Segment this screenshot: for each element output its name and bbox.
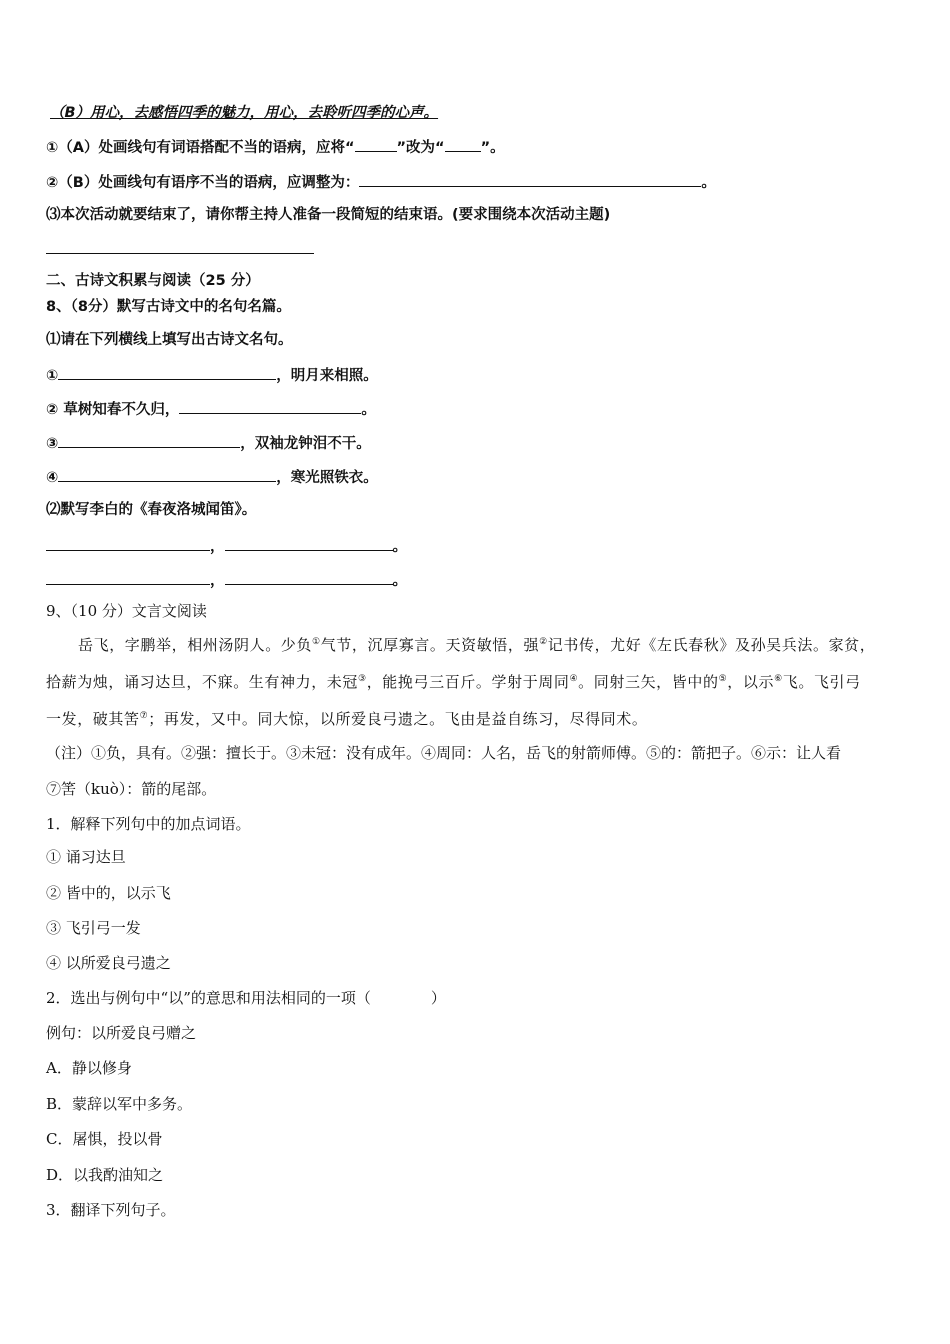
answer-blank[interactable] xyxy=(225,569,393,585)
example-sentence: 例句：以所爱良弓赠之 xyxy=(46,1024,197,1042)
option-a[interactable]: A．静以修身 xyxy=(46,1059,132,1077)
answer-blank[interactable] xyxy=(46,238,314,254)
answer-blank[interactable] xyxy=(359,171,701,187)
answer-blank[interactable] xyxy=(179,398,361,414)
subquestion-3: 3．翻译下列句子。 xyxy=(46,1201,176,1219)
option-b[interactable]: B．蒙辞以军中多务。 xyxy=(46,1095,193,1113)
subquestion-1-item: ① 诵习达旦 xyxy=(46,848,126,866)
question-1: ①（A）处画线句有词语搭配不当的语病，应将“ ”改为“ ”。 xyxy=(46,136,505,158)
subquestion-1-item: ② 皆中的，以示飞 xyxy=(46,884,171,902)
section-heading: 二、古诗文积累与阅读（25 分） xyxy=(46,273,260,289)
option-c[interactable]: C．屠惧，投以骨 xyxy=(46,1130,163,1148)
subquestion-1-item: ③ 飞引弓一发 xyxy=(46,919,141,937)
passage-line-3: 一发，破其筈⑦；再发，又中。同大惊，以所爱良弓遗之。飞由是益自练习，尽得同术。 xyxy=(46,710,648,728)
poem-line-3: ③ ，双袖龙钟泪不干。 xyxy=(46,432,371,454)
answer-blank[interactable] xyxy=(58,364,276,380)
subquestion-1: 1．解释下列句中的加点词语。 xyxy=(46,815,251,833)
question-8-title: 8、（8分）默写古诗文中的名句名篇。 xyxy=(46,299,291,315)
poem-line-1: ① ，明月来相照。 xyxy=(46,364,378,386)
poem-line-4: ④ ，寒光照铁衣。 xyxy=(46,466,378,488)
subquestion-2: 2．选出与例句中“以”的意思和用法相同的一项（ ） xyxy=(46,989,446,1007)
question-3-answer xyxy=(46,238,314,259)
answer-blank[interactable] xyxy=(445,136,481,152)
poem-answer-line-2: ， 。 xyxy=(46,569,407,591)
question-9-title: 9、（10 分）文言文阅读 xyxy=(46,602,207,620)
question-3: ⑶本次活动就要结束了，请你帮主持人准备一段简短的结束语。(要求围绕本次活动主题) xyxy=(46,207,611,223)
passage-line-1: 岳飞，字鹏举，相州汤阴人。少负①气节，沉厚寡言。天资敏悟，强②记书传，尤好《左氏春秋》及孙吴兵法。家贫， xyxy=(78,636,876,654)
sentence-b xyxy=(50,103,438,123)
poem-answer-line-1: ， 。 xyxy=(46,535,407,557)
underlined-sentence-b: （B）用心，去感悟四季的魅力，用心，去聆听四季的心声。 xyxy=(50,105,439,121)
answer-blank[interactable] xyxy=(58,466,276,482)
question-8-sub2: ⑵默写李白的《春夜洛城闻笛》。 xyxy=(46,502,257,518)
option-d[interactable]: D．以我酌油知之 xyxy=(46,1166,164,1184)
answer-blank[interactable] xyxy=(225,535,393,551)
poem-line-2: ② 草树知春不久归， 。 xyxy=(46,398,376,420)
notes-line-2: ⑦筈（kuò）：箭的尾部。 xyxy=(46,780,217,798)
answer-blank[interactable] xyxy=(58,432,240,448)
subquestion-1-item: ④ 以所爱良弓遗之 xyxy=(46,954,171,972)
question-2: ②（B）处画线句有语序不当的语病，应调整为： 。 xyxy=(46,171,716,193)
answer-blank[interactable] xyxy=(46,535,210,551)
notes-line-1: （注）①负，具有。②强：擅长于。③未冠：没有成年。④周同：人名，岳飞的射箭师傅。⑤的：箭把子。⑥示：让人看 xyxy=(46,744,842,762)
answer-blank[interactable] xyxy=(46,569,210,585)
answer-blank[interactable] xyxy=(355,136,397,152)
passage-line-2: 拾薪为烛，诵习达旦，不寐。生有神力，未冠③，能挽弓三百斤。学射于周同④。同射三矢，皆中的⑤，以示⑥飞。飞引弓 xyxy=(46,673,861,691)
question-8-sub1: ⑴请在下列横线上填写出古诗文名句。 xyxy=(46,332,293,348)
